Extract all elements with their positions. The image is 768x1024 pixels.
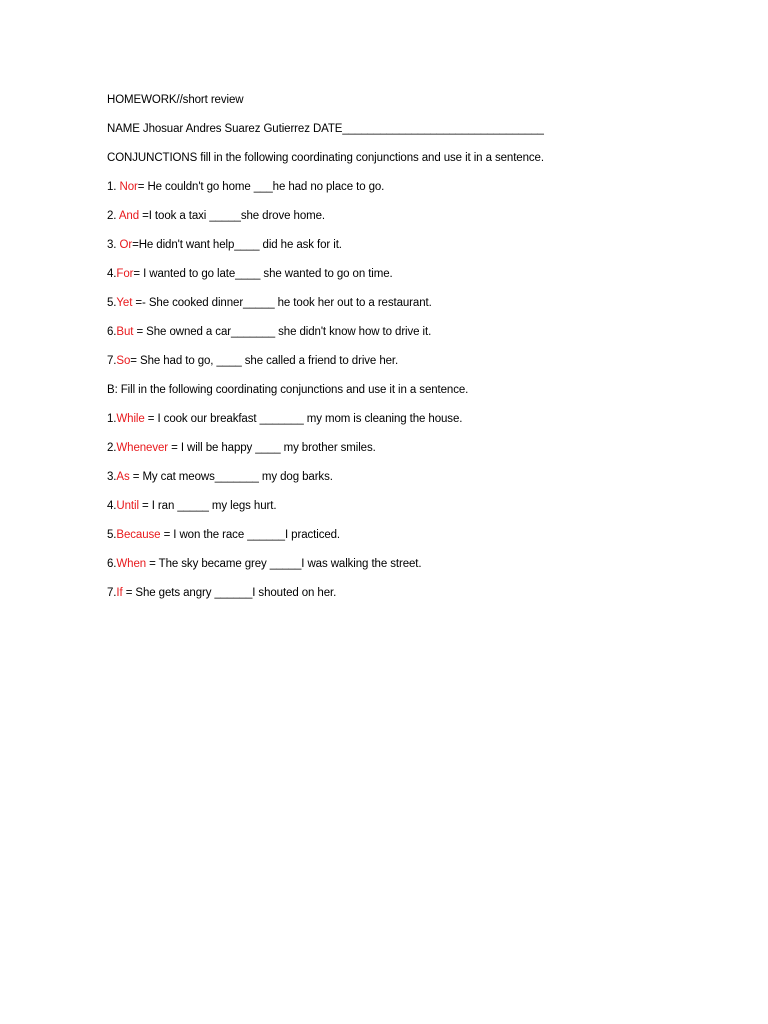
item-number: 7. [107, 587, 117, 599]
item-sentence: = She gets angry ______I shouted on her. [122, 587, 337, 599]
homework-document [107, 90, 747, 612]
document-header: HOMEWORK//short review [107, 94, 244, 106]
exercise-item [107, 177, 747, 197]
section-b-list [107, 409, 747, 603]
conjunction-keyword: Nor [119, 181, 138, 193]
item-number: 3. [107, 239, 120, 251]
conjunction-keyword: Until [116, 500, 139, 512]
item-sentence: = The sky became grey _____I was walking the street. [146, 558, 422, 570]
item-number: 1. [107, 413, 117, 425]
conjunction-keyword: Or [119, 239, 133, 251]
conjunction-keyword: Because [116, 529, 161, 541]
exercise-item [107, 322, 747, 342]
item-number: 5. [107, 529, 117, 541]
exercise-item [107, 496, 747, 516]
item-sentence: = I cook our breakfast _______ my mom is cleaning the house. [144, 413, 463, 425]
section-a-list [107, 177, 747, 371]
conjunction-keyword: But [116, 326, 134, 338]
exercise-item [107, 583, 747, 603]
item-sentence: =I took a taxi _____she drove home. [139, 210, 325, 222]
conjunction-keyword: While [116, 413, 145, 425]
exercise-item [107, 293, 747, 313]
conjunction-keyword: When [116, 558, 147, 570]
conjunction-keyword: And [118, 210, 140, 222]
item-number: 1. [107, 181, 120, 193]
exercise-item [107, 264, 747, 284]
item-sentence: = I will be happy ____ my brother smiles. [168, 442, 376, 454]
conjunction-keyword: Whenever [116, 442, 169, 454]
item-sentence: =- She cooked dinner_____ he took her out to a restaurant. [132, 297, 432, 309]
item-number: 2. [107, 210, 119, 222]
item-sentence: = She owned a car_______ she didn't know how to drive it. [133, 326, 432, 338]
item-number: 2. [107, 442, 117, 454]
exercise-item [107, 525, 747, 545]
item-number: 7. [107, 355, 117, 367]
item-sentence: = I ran _____ my legs hurt. [138, 500, 277, 512]
exercise-item [107, 554, 747, 574]
item-number: 5. [107, 297, 117, 309]
conjunction-keyword: So [116, 355, 131, 367]
exercise-item [107, 467, 747, 487]
item-sentence: = My cat meows_______ my dog barks. [129, 471, 333, 483]
item-number: 4. [107, 268, 117, 280]
conjunction-keyword: Yet [116, 297, 133, 309]
item-sentence: = I won the race ______I practiced. [160, 529, 341, 541]
name-date-line: NAME Jhosuar Andres Suarez Gutierrez DATE________________________________ [107, 123, 544, 135]
item-number: 6. [107, 558, 117, 570]
section-b-instructions: B: Fill in the following coordinating conjunctions and use it in a sentence. [107, 384, 469, 396]
exercise-item [107, 206, 747, 226]
item-number: 3. [107, 471, 117, 483]
conjunction-keyword: As [116, 471, 130, 483]
item-number: 6. [107, 326, 117, 338]
item-sentence: = He couldn't go home ___he had no place to go. [137, 181, 385, 193]
exercise-item [107, 351, 747, 371]
exercise-item [107, 409, 747, 429]
item-sentence: =He didn't want help____ did he ask for it. [132, 239, 342, 251]
item-sentence: = She had to go, ____ she called a friend to drive her. [130, 355, 399, 367]
item-number: 4. [107, 500, 117, 512]
exercise-item [107, 438, 747, 458]
section-a-instructions: CONJUNCTIONS fill in the following coordinating conjunctions and use it in a sentence. [107, 152, 544, 164]
conjunction-keyword: For [116, 268, 134, 280]
item-sentence: = I wanted to go late____ she wanted to go on time. [133, 268, 393, 280]
exercise-item [107, 235, 747, 255]
conjunction-keyword: If [116, 587, 123, 599]
